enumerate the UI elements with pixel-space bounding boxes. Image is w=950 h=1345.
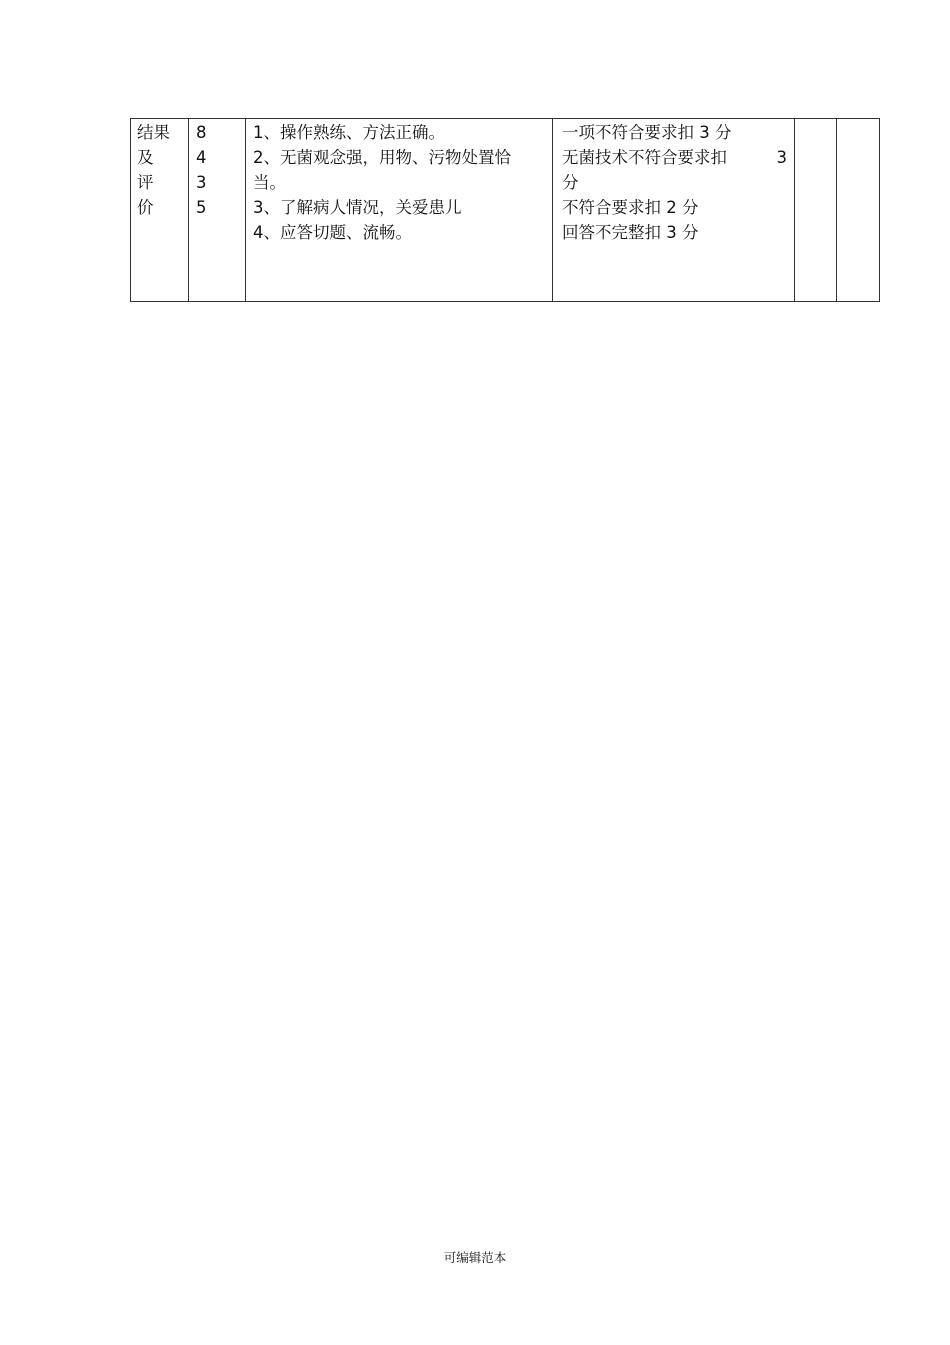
deduction-cell <box>553 119 795 302</box>
category-line: 评 <box>137 173 154 192</box>
deduction-item-1: 一项不符合要求扣 3 分 <box>562 123 732 142</box>
deduction-item-2-text: 无菌技术不符合要求扣 <box>562 148 727 167</box>
score-value: 3 <box>196 173 207 192</box>
criteria-item-3: 3、了解病人情况，关爱患儿 <box>253 198 462 217</box>
score-value: 4 <box>196 148 207 167</box>
table-row <box>131 119 880 302</box>
deduction-item-2-points: 3 <box>776 148 787 167</box>
score-cell <box>189 119 246 302</box>
deduction-item-4: 回答不完整扣 3 分 <box>562 223 699 242</box>
scoring-table <box>130 118 880 302</box>
deduction-item-3: 不符合要求扣 2 分 <box>562 198 699 217</box>
score-value: 5 <box>196 198 207 217</box>
blank-cell <box>795 119 837 302</box>
score-value: 8 <box>196 123 207 142</box>
category-cell <box>131 119 189 302</box>
category-line: 及 <box>137 148 154 167</box>
criteria-item-2-continued: 当。 <box>253 173 286 192</box>
category-line: 结果 <box>137 123 170 142</box>
criteria-cell <box>246 119 553 302</box>
criteria-item-1: 1、操作熟练、方法正确。 <box>253 123 445 142</box>
footer-text: 可编辑范本 <box>443 1250 507 1265</box>
deduction-item-2-continued: 分 <box>562 173 579 192</box>
criteria-item-2: 2、无菌观念强，用物、污物处置恰 <box>253 148 511 167</box>
deduction-item-2 <box>562 145 788 170</box>
category-line: 价 <box>137 198 154 217</box>
criteria-item-4: 4、应答切题、流畅。 <box>253 223 412 242</box>
blank-cell <box>837 119 880 302</box>
